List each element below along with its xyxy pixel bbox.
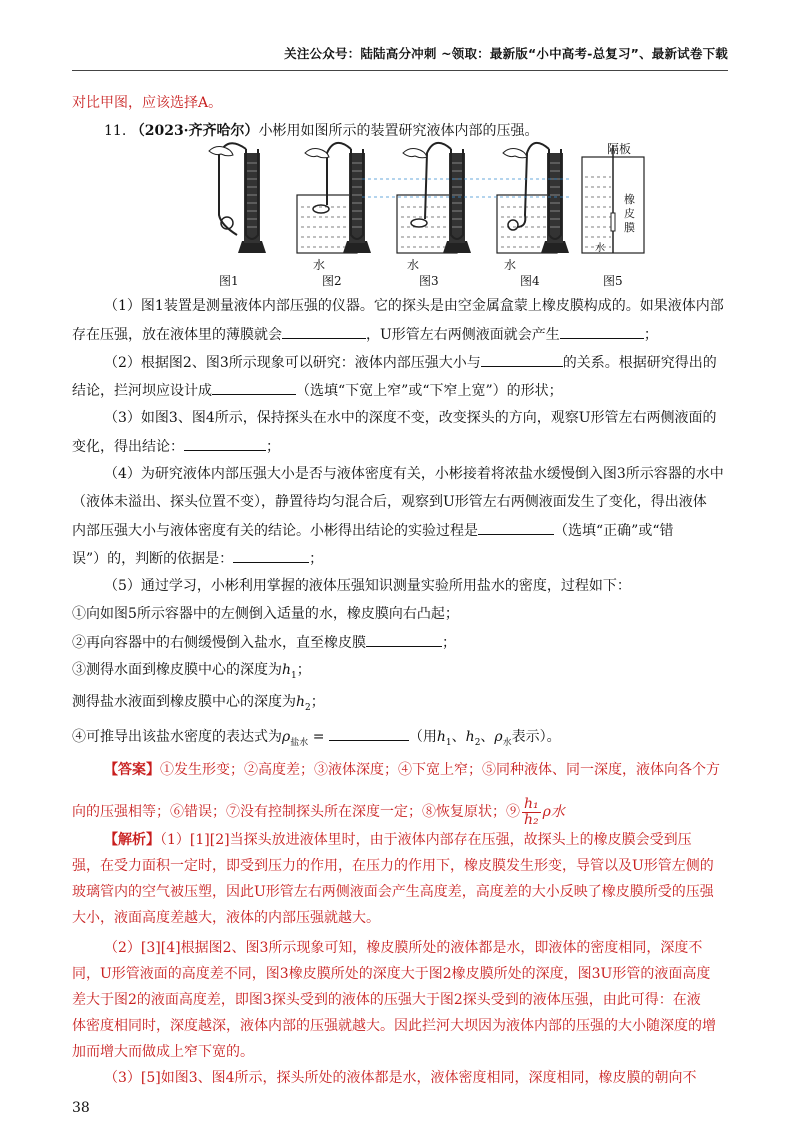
part5-intro: （5）通过学习，小彬利用掌握的液体压强知识测量实验所用盐水的密度，过程如下：: [104, 578, 631, 594]
rho-water-subscript: 水: [502, 737, 512, 748]
h1-symbol: h: [282, 662, 292, 678]
part4-line1: （4）为研究液体内部压强大小是否与液体密度有关，小彬接着将浓盐水缓慢倒入图3所示容器的水中: [104, 466, 724, 482]
part4-text-a: 内部压强大小与液体密度有关的结论。小彬得出结论的实验过程是: [72, 523, 478, 539]
part2-text-c: 结论，拦河坝应设计成: [72, 383, 212, 399]
h2-subscript: 2: [305, 702, 311, 713]
fig3-label: 图3: [419, 274, 439, 288]
blank-9[interactable]: [329, 726, 409, 741]
comma-1: 、: [451, 729, 466, 745]
blank-3[interactable]: [481, 352, 563, 367]
step-4: [72, 726, 728, 753]
fig5-label: 图5: [603, 274, 623, 288]
fig2-water-label: 水: [313, 258, 326, 272]
h1-symbol-2: h: [436, 729, 446, 745]
fig2-label: 图2: [322, 274, 342, 288]
step3-text-b: ；: [296, 662, 311, 678]
rho-symbol: ρ: [282, 729, 291, 745]
analysis-line8: 体密度相同时，深度越深，液体内部的压强就越大。因此拦河大坝因为液体内部的压强的大小随深度的增: [72, 1018, 716, 1034]
part4-line4: [72, 548, 728, 569]
partition-label: 隔板: [607, 142, 632, 156]
analysis-line4: 大小，液面高度差越大，液体的内部压强就越大。: [72, 910, 380, 926]
part3-line1: （3）如图3、图4所示，保持探头在水中的深度不变，改变探头的方向，观察U形管左右两侧液面的: [104, 410, 717, 426]
part1-text-b: ，U形管左右两侧液面就会产生: [366, 327, 560, 343]
step4-text-b: （用: [408, 729, 437, 745]
question-number: 11.: [104, 123, 127, 139]
fig3-water-label: 水: [407, 258, 420, 272]
part2-text-d: （选填“下宽上窄”或“下窄上宽”）的形状；: [296, 383, 563, 399]
h1-subscript: 1: [291, 670, 297, 681]
fraction-numerator: h₁: [524, 795, 539, 812]
fig1-label: 图1: [219, 274, 239, 288]
membrane-label-2: 皮: [624, 207, 635, 220]
answer-rho-water: ρ水: [542, 804, 565, 820]
h1-subscript-2: 1: [445, 737, 452, 748]
step2-text-b: ；: [442, 635, 456, 651]
blank-7[interactable]: [233, 548, 309, 563]
header-divider: [72, 70, 728, 71]
analysis-tag: 【解析】: [104, 832, 160, 848]
previous-answer: 对比甲图，应该选择A。: [72, 95, 223, 111]
part3-text-a: 变化，得出结论：: [72, 439, 184, 455]
rho-symbol-2: ρ: [494, 729, 503, 745]
answer-line1: [104, 760, 728, 780]
analysis-line2: 强，在受力面积一定时，即受到压力的作用，在压力的作用下，橡皮膜发生形变，导管以及U形管左侧的: [72, 858, 714, 874]
analysis-line6: 同，U形管液面的高度差不同，图3橡皮膜所处的深度大于图2橡皮膜所处的深度，图3U形管的液面高度: [72, 966, 711, 982]
page-header: 关注公众号：陆陆高分冲刺 ~领取：最新版“小中高考-总复习”、最新试卷下载: [284, 46, 728, 61]
blank-5[interactable]: [184, 436, 266, 451]
part2-line1: [104, 352, 728, 373]
analysis-line1: [104, 830, 728, 850]
answer-text-1: ①发生形变；②高度差；③液体深度；④下宽上窄；⑤同种液体、同一深度，液体向各个方: [160, 762, 720, 778]
analysis-line5: （2）[3][4]根据图2、图3所示现象可知，橡皮膜所处的液体都是水，即液体的密度相同，深度不: [104, 940, 703, 956]
analysis-line7: 差大于图2的液面高度差，即图3探头受到的液体的压强大于图2探头受到的液体压强，由此可得：在液: [72, 992, 701, 1008]
blank-6[interactable]: [478, 520, 554, 535]
part1-line2: [72, 324, 728, 345]
blank-2[interactable]: [560, 324, 644, 339]
part1-text-a: 存在压强，放在液体里的薄膜就会: [72, 327, 282, 343]
part1-text-c: ；: [643, 327, 658, 343]
step4-text-c: 表示）。: [511, 729, 561, 745]
fig4-water-label: 水: [504, 258, 517, 272]
fig4-label: 图4: [520, 274, 540, 288]
answer-fraction: [522, 797, 541, 828]
experiment-figure: [197, 135, 647, 290]
answer-line2: [72, 792, 728, 832]
part2-text-b: 的关系。根据研究得出的: [562, 355, 717, 371]
step4-text-a: ④可推导出该盐水密度的表达式为: [72, 729, 282, 745]
analysis-line9: 加而增大而做成上窄下宽的。: [72, 1044, 254, 1060]
part4-line2: （液体未溢出、探头位置不变），静置待均匀混合后，观察到U形管左右两侧液面发生了变化，得出液体: [72, 494, 707, 510]
question-source: （2023·齐齐哈尔）: [130, 123, 259, 139]
step3b-text-a: 测得盐水液面到橡皮膜中心的深度为: [72, 694, 296, 710]
page-number: 38: [72, 1100, 90, 1116]
part2-text-a: （2）根据图2、图3所示现象可以研究：液体内部压强大小与: [104, 355, 481, 371]
h2-symbol-2: h: [465, 729, 475, 745]
analysis-line3: 玻璃管内的空气被压塑，因此U形管左右两侧液面会产生高度差，高度差的大小反映了橡皮膜所受的压强: [72, 884, 714, 900]
part3-text-b: ；: [266, 439, 280, 455]
blank-4[interactable]: [212, 380, 296, 395]
part4-line3: [72, 520, 728, 541]
answer-tag: 【答案】: [104, 762, 160, 778]
analysis-line10: （3）[5]如图3、图4所示，探头所处的液体都是水，液体密度相同，深度相同，橡皮膜的朝向不: [104, 1070, 697, 1086]
blank-1[interactable]: [282, 324, 366, 339]
comma-2: 、: [480, 729, 495, 745]
equals-sign: =: [312, 729, 325, 745]
blank-8[interactable]: [366, 632, 442, 647]
step-3b: [72, 692, 728, 718]
step-2: [72, 632, 728, 653]
rho-salt-subscript: 盐水: [290, 737, 309, 748]
fig5-water-label: 水: [595, 243, 605, 254]
part3-line2: [72, 436, 728, 457]
part4-text-b: （选填“正确”或“错: [554, 523, 674, 539]
part1-line1: （1）图1装置是测量液体内部压强的仪器。它的探头是由空金属盒蒙上橡皮膜构成的。如果液体内部: [104, 298, 724, 314]
membrane-label-3: 膜: [624, 221, 635, 234]
step-3: [72, 660, 728, 686]
fraction-denominator: h₂: [524, 811, 539, 828]
answer-text-2: 向的压强相等；⑥错误；⑦没有控制探头所在深度一定；⑧恢复原状；⑨: [72, 804, 520, 820]
step3b-text-b: ；: [310, 694, 325, 710]
step3-text-a: ③测得水面到橡皮膜中心的深度为: [72, 662, 282, 678]
h2-subscript-2: 2: [474, 737, 481, 748]
step2-text-a: ②再向容器中的右侧缓慢倒入盐水，直至橡皮膜: [72, 635, 366, 651]
membrane-label-1: 橡: [624, 193, 635, 206]
part4-text-c: 误”）的，判断的依据是：: [72, 551, 234, 567]
step-1: ①向如图5所示容器中的左侧倒入适量的水，橡皮膜向右凸起；: [72, 606, 459, 622]
analysis-text-1: （1）[1][2]当探头放进液体里时，由于液体内部存在压强，故探头上的橡皮膜会受到压: [160, 832, 692, 848]
part4-text-d: ；: [309, 551, 324, 567]
h2-symbol: h: [296, 694, 306, 710]
part2-line2: [72, 380, 728, 401]
question-text: 小彬用如图所示的装置研究液体内部的压强。: [258, 123, 539, 139]
